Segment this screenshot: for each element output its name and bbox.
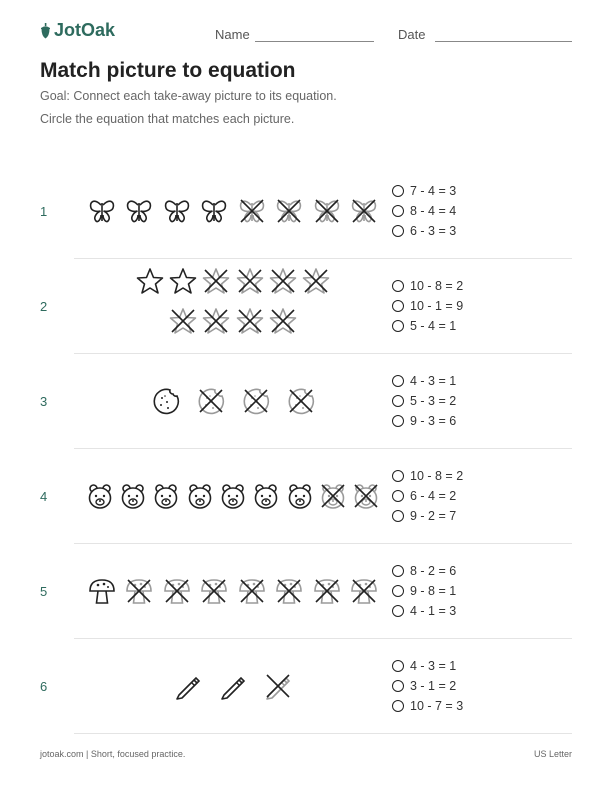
cookie-icon <box>287 387 315 415</box>
picture-group <box>74 544 384 639</box>
radio-circle-icon[interactable] <box>392 660 404 672</box>
equation-option[interactable] <box>392 224 456 238</box>
mushroom-icon <box>200 577 228 605</box>
acorn-icon <box>40 23 51 39</box>
date-label: Date <box>398 27 426 42</box>
equation-text: 3 - 1 = 2 <box>410 679 457 693</box>
equation-option[interactable] <box>392 319 456 333</box>
bear-icon <box>319 482 347 510</box>
star-icon <box>236 267 264 295</box>
radio-circle-icon[interactable] <box>392 375 404 387</box>
star-icon <box>169 307 197 335</box>
radio-circle-icon[interactable] <box>392 225 404 237</box>
equation-text: 5 - 4 = 1 <box>410 319 457 333</box>
bear-icon <box>352 482 380 510</box>
mushroom-icon <box>275 577 303 605</box>
footer-site: jotoak.com | Short, focused practice. <box>40 749 186 759</box>
bear-icon <box>286 482 314 510</box>
row-divider <box>74 733 572 734</box>
star-icon <box>202 307 230 335</box>
problem-row <box>40 259 572 354</box>
problem-number: 2 <box>40 299 48 314</box>
equation-text: 5 - 3 = 2 <box>410 394 457 408</box>
pencil-icon <box>264 672 292 700</box>
equation-text: 7 - 4 = 3 <box>410 184 457 198</box>
equation-text: 10 - 8 = 2 <box>410 469 464 483</box>
cross-out-mark <box>200 390 222 412</box>
bear-icon <box>119 482 147 510</box>
bear-icon <box>219 482 247 510</box>
star-icon <box>269 307 297 335</box>
brand-logo <box>40 20 115 41</box>
radio-circle-icon[interactable] <box>392 280 404 292</box>
problem-number: 5 <box>40 584 48 599</box>
butterfly-icon <box>88 197 116 225</box>
cookie-icon <box>242 387 270 415</box>
star-icon <box>269 267 297 295</box>
equation-text: 10 - 7 = 3 <box>410 699 464 713</box>
problem-number: 4 <box>40 489 48 504</box>
date-field[interactable] <box>435 41 572 42</box>
equation-option[interactable] <box>392 299 463 313</box>
equation-text: 8 - 2 = 6 <box>410 564 457 578</box>
equation-option[interactable] <box>392 699 463 713</box>
equation-option[interactable] <box>392 679 456 693</box>
bear-icon <box>152 482 180 510</box>
picture-group <box>74 449 384 544</box>
equation-text: 4 - 3 = 1 <box>410 374 457 388</box>
equation-text: 9 - 2 = 7 <box>410 509 457 523</box>
butterfly-icon <box>238 197 266 225</box>
problem-row <box>40 164 572 259</box>
equation-option[interactable] <box>392 279 463 293</box>
equation-option[interactable] <box>392 564 456 578</box>
equation-text: 10 - 1 = 9 <box>410 299 464 313</box>
bear-icon <box>252 482 280 510</box>
butterfly-icon <box>350 197 378 225</box>
radio-circle-icon[interactable] <box>392 510 404 522</box>
page-title: Match picture to equation <box>40 59 296 82</box>
radio-circle-icon[interactable] <box>392 415 404 427</box>
radio-circle-icon[interactable] <box>392 470 404 482</box>
radio-circle-icon[interactable] <box>392 565 404 577</box>
equation-text: 6 - 4 = 2 <box>410 489 457 503</box>
equation-option[interactable] <box>392 659 456 673</box>
brand-name: JotOak <box>54 20 116 40</box>
butterfly-icon <box>200 197 228 225</box>
butterfly-icon <box>125 197 153 225</box>
pencil-icon <box>219 672 247 700</box>
star-icon <box>202 267 230 295</box>
equation-option[interactable] <box>392 414 456 428</box>
radio-circle-icon[interactable] <box>392 395 404 407</box>
radio-circle-icon[interactable] <box>392 605 404 617</box>
radio-circle-icon[interactable] <box>392 680 404 692</box>
problem-number: 6 <box>40 679 48 694</box>
cross-out-mark <box>267 675 289 697</box>
radio-circle-icon[interactable] <box>392 300 404 312</box>
footer-paper-size: US Letter <box>533 749 572 759</box>
equation-text: 8 - 4 = 4 <box>410 204 457 218</box>
cross-out-mark <box>290 390 312 412</box>
problem-row <box>40 544 572 639</box>
mushroom-icon <box>313 577 341 605</box>
name-label: Name <box>215 27 250 42</box>
radio-circle-icon[interactable] <box>392 700 404 712</box>
picture-group <box>74 354 384 449</box>
mushroom-icon <box>163 577 191 605</box>
equation-text: 9 - 8 = 1 <box>410 584 457 598</box>
goal-text: Goal: Connect each take-away picture to its equation. <box>40 89 337 103</box>
worksheet-header <box>0 0 612 50</box>
name-field[interactable] <box>255 41 374 42</box>
cross-out-mark <box>245 390 267 412</box>
butterfly-icon <box>275 197 303 225</box>
mushroom-icon <box>88 577 116 605</box>
equation-option[interactable] <box>392 604 456 618</box>
radio-circle-icon[interactable] <box>392 490 404 502</box>
problem-row <box>40 639 572 734</box>
equation-option[interactable] <box>392 184 456 198</box>
problem-number: 3 <box>40 394 48 409</box>
problem-row <box>40 449 572 544</box>
equation-option[interactable] <box>392 509 456 523</box>
picture-group <box>74 259 384 354</box>
mushroom-icon <box>238 577 266 605</box>
star-icon <box>136 267 164 295</box>
bear-icon <box>86 482 114 510</box>
radio-circle-icon[interactable] <box>392 320 404 332</box>
equation-text: 4 - 1 = 3 <box>410 604 457 618</box>
instructions-text: Circle the equation that matches each picture. <box>40 112 295 126</box>
cookie-icon <box>197 387 225 415</box>
radio-circle-icon[interactable] <box>392 185 404 197</box>
butterfly-icon <box>163 197 191 225</box>
equation-option[interactable] <box>392 374 456 388</box>
equation-text: 10 - 8 = 2 <box>410 279 464 293</box>
equation-option[interactable] <box>392 469 463 483</box>
mushroom-icon <box>350 577 378 605</box>
equation-option[interactable] <box>392 584 456 598</box>
cookie-icon <box>152 387 180 415</box>
radio-circle-icon[interactable] <box>392 585 404 597</box>
radio-circle-icon[interactable] <box>392 205 404 217</box>
problem-number: 1 <box>40 204 48 219</box>
pencil-icon <box>174 672 202 700</box>
equation-option[interactable] <box>392 394 456 408</box>
mushroom-icon <box>125 577 153 605</box>
star-icon <box>236 307 264 335</box>
equation-text: 9 - 3 = 6 <box>410 414 457 428</box>
picture-group <box>74 164 384 259</box>
equation-option[interactable] <box>392 204 456 218</box>
equation-text: 4 - 3 = 1 <box>410 659 457 673</box>
equation-text: 6 - 3 = 3 <box>410 224 457 238</box>
butterfly-icon <box>313 197 341 225</box>
star-icon <box>302 267 330 295</box>
star-icon <box>169 267 197 295</box>
problem-row <box>40 354 572 449</box>
picture-group <box>74 639 384 734</box>
bear-icon <box>186 482 214 510</box>
equation-option[interactable] <box>392 489 456 503</box>
